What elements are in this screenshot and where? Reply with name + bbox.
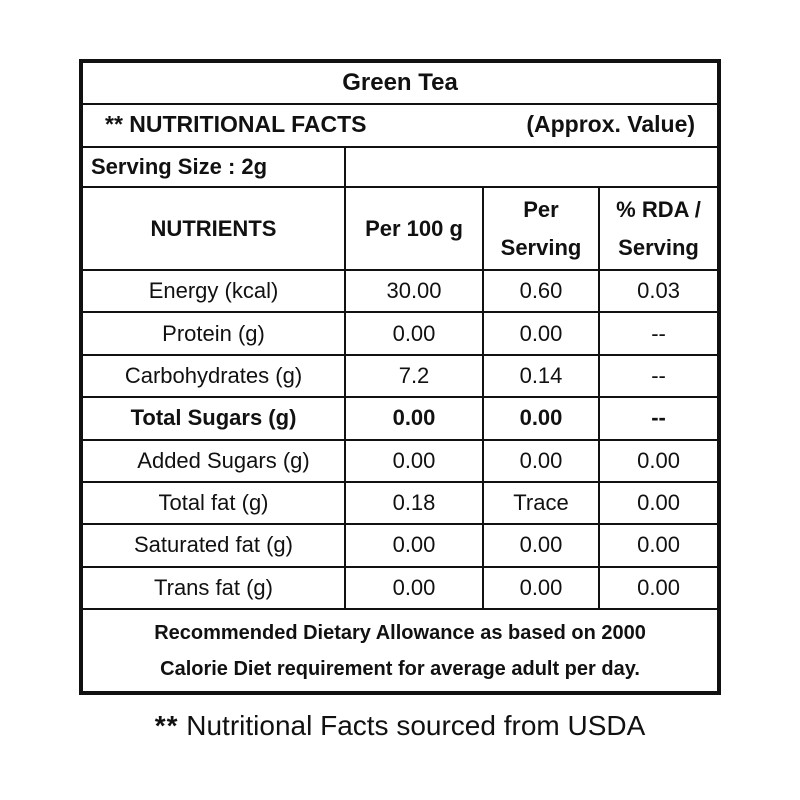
column-header-rda-line2: Serving bbox=[618, 234, 699, 260]
nutrient-name: Energy (kcal) bbox=[83, 270, 345, 312]
nutrient-name: Trans fat (g) bbox=[83, 567, 345, 609]
nutrient-name: Carbohydrates (g) bbox=[83, 355, 345, 397]
nutrient-name: Protein (g) bbox=[83, 312, 345, 354]
product-title: Green Tea bbox=[83, 63, 717, 104]
nutrient-per-100g: 0.00 bbox=[345, 524, 483, 566]
column-header-rda bbox=[599, 187, 717, 270]
nutrient-rda: 0.03 bbox=[599, 270, 717, 312]
nutrient-per-100g: 30.00 bbox=[345, 270, 483, 312]
title-row bbox=[83, 63, 717, 104]
section-row bbox=[83, 104, 717, 146]
nutrient-per-serving: 0.14 bbox=[483, 355, 599, 397]
nutrient-name: Total Sugars (g) bbox=[83, 397, 345, 439]
nutrient-rda: 0.00 bbox=[599, 440, 717, 482]
column-header-row bbox=[83, 187, 717, 270]
nutrient-rda: 0.00 bbox=[599, 567, 717, 609]
footnote-text: Nutritional Facts sourced from USDA bbox=[178, 710, 646, 741]
rda-note bbox=[83, 609, 717, 691]
nutrient-per-100g: 7.2 bbox=[345, 355, 483, 397]
serving-size-label: Serving Size : 2g bbox=[83, 147, 345, 187]
table-row bbox=[83, 355, 717, 397]
column-header-per-serving bbox=[483, 187, 599, 270]
nutrient-name: Added Sugars (g) bbox=[83, 440, 345, 482]
nutrient-name: Total fat (g) bbox=[83, 482, 345, 524]
nutrient-rda: -- bbox=[599, 355, 717, 397]
column-header-nutrients: NUTRIENTS bbox=[83, 187, 345, 270]
column-header-per-100g: Per 100 g bbox=[345, 187, 483, 270]
column-header-rda-line1: % RDA / bbox=[616, 196, 701, 222]
column-header-per-serving-line2: Serving bbox=[500, 234, 582, 260]
nutrient-per-100g: 0.18 bbox=[345, 482, 483, 524]
column-header-per-serving-line1: Per bbox=[523, 196, 559, 222]
rda-note-line2: Calorie Diet requirement for average adult per day. bbox=[160, 657, 640, 680]
table-row bbox=[83, 567, 717, 609]
table-row bbox=[83, 482, 717, 524]
nutrient-per-serving: 0.00 bbox=[483, 524, 599, 566]
table-row bbox=[83, 397, 717, 439]
approx-value-label: (Approx. Value) bbox=[526, 111, 696, 138]
source-footnote bbox=[0, 710, 800, 742]
nutrient-name: Saturated fat (g) bbox=[83, 524, 345, 566]
table-row bbox=[83, 524, 717, 566]
nutrient-per-100g: 0.00 bbox=[345, 312, 483, 354]
nutrient-per-100g: 0.00 bbox=[345, 397, 483, 439]
nutrient-per-serving: Trace bbox=[483, 482, 599, 524]
nutrient-rda: 0.00 bbox=[599, 524, 717, 566]
section-heading: ** NUTRITIONAL FACTS bbox=[105, 111, 367, 138]
serving-row bbox=[83, 147, 717, 187]
note-row bbox=[83, 609, 717, 691]
nutrient-per-serving: 0.00 bbox=[483, 312, 599, 354]
nutrient-per-serving: 0.00 bbox=[483, 567, 599, 609]
table-row bbox=[83, 440, 717, 482]
nutrient-rda: -- bbox=[599, 312, 717, 354]
nutrient-per-serving: 0.00 bbox=[483, 397, 599, 439]
serving-size-value bbox=[345, 147, 717, 187]
nutrient-per-100g: 0.00 bbox=[345, 440, 483, 482]
nutrient-rda: -- bbox=[599, 397, 717, 439]
rda-note-line1: Recommended Dietary Allowance as based on 2000 bbox=[154, 621, 646, 644]
nutrient-rda: 0.00 bbox=[599, 482, 717, 524]
table-row bbox=[83, 270, 717, 312]
nutrition-facts-table bbox=[83, 63, 717, 691]
section-heading-cell bbox=[83, 104, 717, 146]
nutrition-facts-label bbox=[79, 59, 721, 695]
nutrient-per-serving: 0.60 bbox=[483, 270, 599, 312]
table-row bbox=[83, 312, 717, 354]
footnote-asterisks: ** bbox=[154, 710, 179, 741]
nutrient-per-serving: 0.00 bbox=[483, 440, 599, 482]
nutrient-per-100g: 0.00 bbox=[345, 567, 483, 609]
